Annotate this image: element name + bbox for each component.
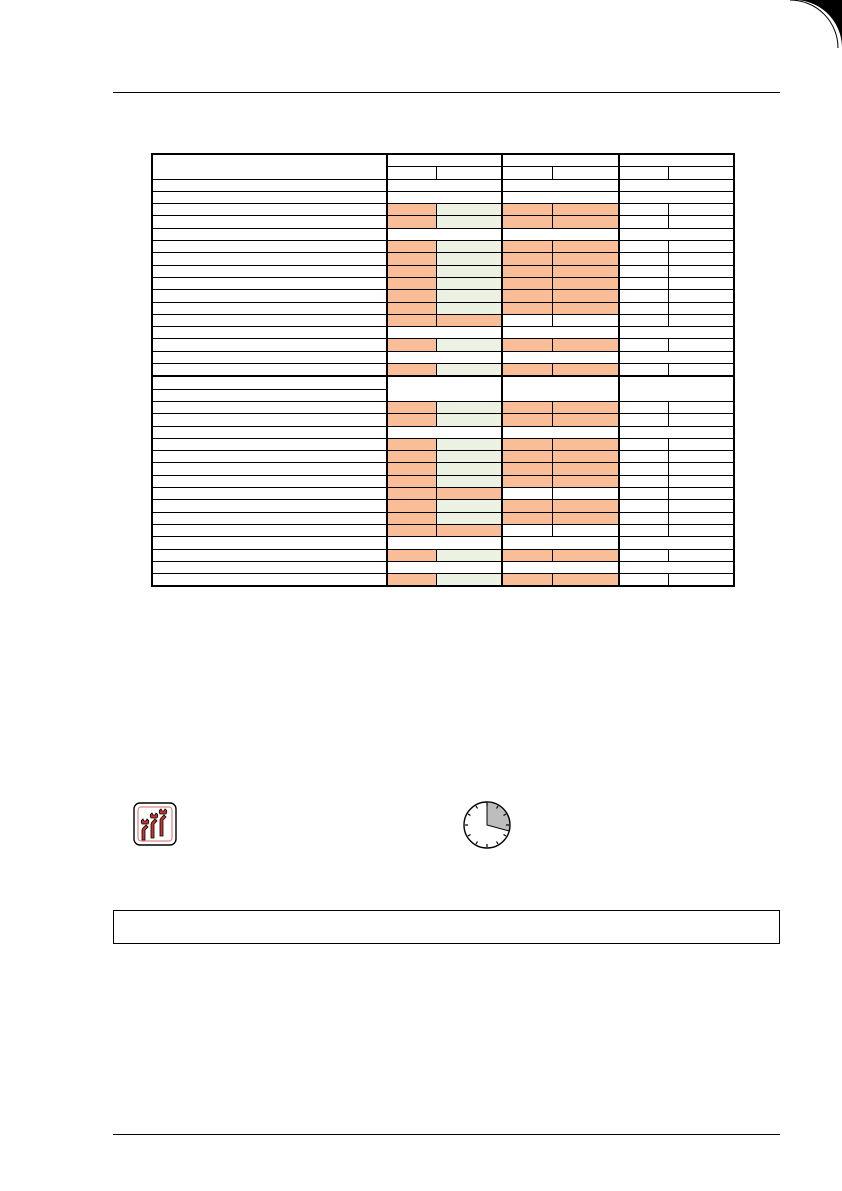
page-corner-decoration [0,0,842,60]
table-cell [669,438,734,450]
table-cell [552,253,618,265]
table-row [152,475,734,487]
table-cell [669,475,734,487]
table-cell [502,314,552,326]
table-cell [502,500,552,512]
table-cell [387,524,437,536]
table-cell [152,463,387,475]
table-cell [387,426,502,438]
table-cell [619,537,734,549]
table-cell [152,401,387,413]
table-cell [387,488,437,500]
table-cell [669,241,734,253]
table-cell [437,265,502,277]
table-row [152,574,734,587]
table-cell [387,277,437,289]
table-cell [152,389,387,401]
table-cell [502,154,618,167]
table-cell [152,549,387,561]
table-cell [669,500,734,512]
footer-rule [113,1134,780,1135]
table-row [152,512,734,524]
table-cell [502,290,552,302]
table-cell [387,561,502,573]
table-cell [387,167,437,179]
table-cell [152,191,387,203]
table-cell [619,524,669,536]
table-row [152,500,734,512]
table-cell [152,488,387,500]
table-cell [619,500,669,512]
table-row [152,241,734,253]
table-cell [387,314,437,326]
table-cell [619,277,669,289]
table-cell [387,438,437,450]
table-cell [387,451,437,463]
table-cell [552,364,618,377]
table-cell [437,253,502,265]
table-row [152,216,734,228]
table-cell [669,204,734,216]
table-cell [502,524,552,536]
table-cell [437,277,502,289]
table-cell [669,302,734,314]
table-row [152,376,734,389]
table-cell [152,277,387,289]
table-cell [619,426,734,438]
table-cell [552,265,618,277]
table-cell [387,549,437,561]
table-cell [619,241,669,253]
table-cell [669,512,734,524]
table-cell [619,574,669,587]
table-cell [502,327,618,339]
table-cell [152,241,387,253]
table-cell [669,574,734,587]
table-cell [619,339,669,351]
table-cell [619,364,669,377]
table-cell [152,426,387,438]
table-cell [502,451,552,463]
table-cell [619,327,734,339]
table-cell [502,179,618,191]
table-cell [437,339,502,351]
table-cell [152,179,387,191]
table-cell [552,401,618,413]
table-cell [619,561,734,573]
table-cell [387,463,437,475]
table-cell [669,277,734,289]
table-cell [619,488,669,500]
table-cell [502,277,552,289]
table-cell [152,451,387,463]
table-cell [502,426,618,438]
table-cell [619,228,734,240]
table-row [152,414,734,426]
table-cell [437,463,502,475]
table-cell [152,500,387,512]
table-row [152,154,734,167]
table-cell [152,364,387,377]
table-row [152,401,734,413]
table-cell [437,314,502,326]
table-cell [619,265,669,277]
table-cell [552,216,618,228]
table-row [152,191,734,203]
table-cell [437,549,502,561]
table-cell [152,265,387,277]
table-cell [552,488,618,500]
table-row [152,463,734,475]
table-row [152,302,734,314]
table-cell [437,401,502,413]
table-cell [619,401,669,413]
table-cell [619,475,669,487]
table-cell [502,228,618,240]
table-cell [437,438,502,450]
table-cell [387,191,502,203]
table-cell [387,179,502,191]
table-row [152,426,734,438]
table-cell [552,524,618,536]
table-cell [437,500,502,512]
clock-icon [462,800,512,850]
table-cell [437,364,502,377]
table-cell [152,228,387,240]
table-cell [619,167,669,179]
table-cell [387,574,437,587]
table-cell [437,204,502,216]
table-cell [619,290,669,302]
table-cell [502,561,618,573]
table-cell [437,216,502,228]
table-cell [502,364,552,377]
table-cell [669,488,734,500]
table-cell [152,253,387,265]
table-cell [502,265,552,277]
table-cell [387,500,437,512]
table-cell [552,475,618,487]
table-cell [669,364,734,377]
table-cell [502,488,552,500]
table-cell [552,167,618,179]
table-cell [387,302,437,314]
table-cell [502,537,618,549]
table-cell [437,488,502,500]
table-cell [502,376,618,401]
table-cell [437,524,502,536]
table-cell [619,414,669,426]
table-cell [437,167,502,179]
table-cell [552,277,618,289]
table-cell [152,327,387,339]
table-cell [502,204,552,216]
table-cell [152,512,387,524]
table-cell [437,302,502,314]
table-cell [502,351,618,363]
table-cell [152,524,387,536]
table-cell [152,290,387,302]
table-cell [552,314,618,326]
table-row [152,204,734,216]
table-cell [552,204,618,216]
table-cell [437,574,502,587]
table-cell [387,512,437,524]
table-cell [387,290,437,302]
header-rule [113,92,780,93]
table-cell [502,574,552,587]
table-cell [387,475,437,487]
table-cell [669,339,734,351]
table-cell [619,351,734,363]
table-cell [552,574,618,587]
table-cell [619,204,669,216]
table-cell [502,475,552,487]
table-cell [619,463,669,475]
table-cell [502,253,552,265]
table-cell [387,228,502,240]
table-cell [152,154,387,179]
table-cell [502,167,552,179]
table-cell [619,549,669,561]
table-cell [669,253,734,265]
table-cell [552,463,618,475]
table-cell [387,376,502,401]
configuration-table [151,153,735,587]
table-row [152,524,734,536]
table-cell [437,241,502,253]
table-cell [619,253,669,265]
table-cell [387,401,437,413]
table-cell [669,290,734,302]
table-cell [437,512,502,524]
table-row [152,561,734,573]
table-cell [152,376,387,389]
table-row [152,327,734,339]
table-cell [619,512,669,524]
table-cell [387,154,502,167]
table-cell [387,216,437,228]
table-cell [502,302,552,314]
table-cell [552,512,618,524]
table-cell [152,302,387,314]
table-row [152,351,734,363]
table-cell [552,451,618,463]
table-cell [387,253,437,265]
table-cell [669,549,734,561]
table-cell [152,574,387,587]
table-cell [619,216,669,228]
wrench-set-icon [133,802,177,846]
table-cell [152,204,387,216]
table-cell [552,339,618,351]
table-cell [152,537,387,549]
table-cell [387,351,502,363]
table-cell [152,216,387,228]
table-cell [152,314,387,326]
table-row [152,549,734,561]
table-cell [152,561,387,573]
table-cell [619,451,669,463]
table-cell [552,302,618,314]
table-cell [387,339,437,351]
table-cell [619,302,669,314]
table-row [152,364,734,377]
table-cell [152,339,387,351]
table-row [152,314,734,326]
table-cell [552,438,618,450]
table-cell [552,290,618,302]
table-body [152,154,734,586]
table-cell [387,414,437,426]
table-cell [387,204,437,216]
table-cell [552,549,618,561]
table-cell [502,191,618,203]
table-cell [152,475,387,487]
table-row [152,265,734,277]
table-row [152,339,734,351]
table-cell [669,167,734,179]
table-cell [387,327,502,339]
table-row [152,537,734,549]
table-cell [552,241,618,253]
table-row [152,438,734,450]
table-cell [619,314,669,326]
table-cell [502,549,552,561]
table-row [152,277,734,289]
table-cell [387,364,437,377]
table-row [152,488,734,500]
table-cell [669,216,734,228]
note-box [113,910,780,944]
table-cell [502,401,552,413]
table-cell [669,463,734,475]
table-cell [619,154,734,167]
table-cell [552,414,618,426]
table-cell [387,241,437,253]
table-cell [152,351,387,363]
table-cell [502,241,552,253]
table-cell [502,414,552,426]
table-cell [502,339,552,351]
table-cell [387,265,437,277]
table-cell [437,414,502,426]
table-cell [619,438,669,450]
table-cell [619,376,734,401]
table-cell [502,512,552,524]
table-cell [152,414,387,426]
table-cell [502,463,552,475]
table-cell [669,265,734,277]
table-cell [152,438,387,450]
table-cell [669,314,734,326]
table-cell [619,191,734,203]
table-cell [669,401,734,413]
table-row [152,451,734,463]
table-cell [502,216,552,228]
table-row [152,179,734,191]
table-cell [502,438,552,450]
table-cell [552,500,618,512]
table-cell [619,179,734,191]
table-cell [669,524,734,536]
table-cell [669,451,734,463]
table-cell [437,475,502,487]
table-cell [669,414,734,426]
table-cell [437,290,502,302]
table-cell [437,451,502,463]
table-row [152,253,734,265]
table-row [152,228,734,240]
table-cell [387,537,502,549]
table-row [152,290,734,302]
